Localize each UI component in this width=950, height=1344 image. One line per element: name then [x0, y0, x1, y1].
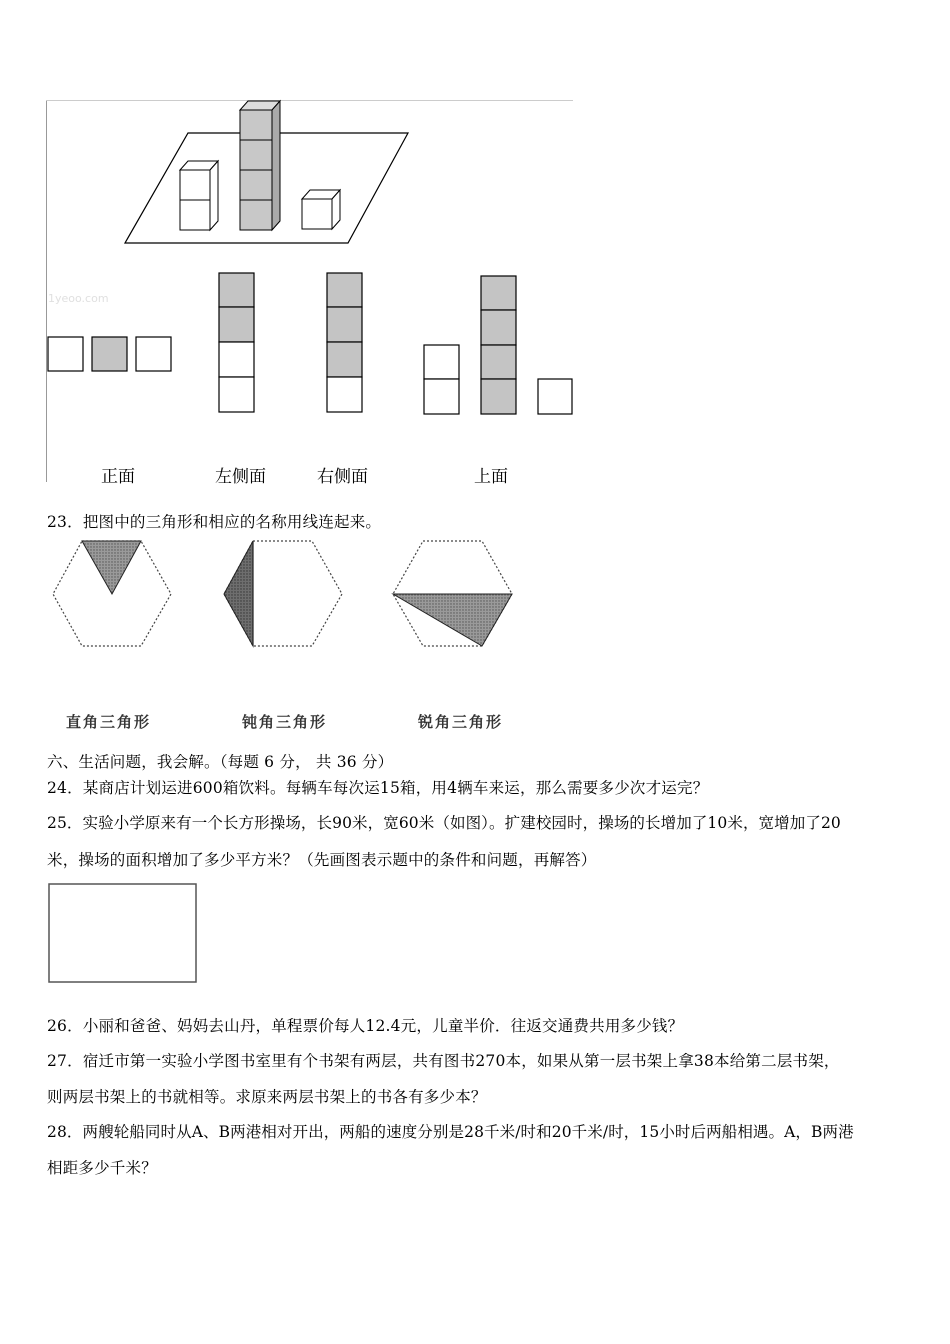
- q28-line1: 28．两艘轮船同时从A、B两港相对开出，两船的速度分别是28千米/时和20千米/时，15小时后两船相遇。A，B两港: [47, 1123, 854, 1141]
- triangle-name-right: 直角三角形: [66, 713, 152, 731]
- q27-line1: 27．宿迁市第一实验小学图书室里有个书架有两层，共有图书270本，如果从第一层书架上拿38本给第二层书架，: [47, 1052, 840, 1070]
- triangle-name-obtuse: 钝角三角形: [242, 713, 328, 731]
- section6-heading: 六、生活问题，我会解。（每题 6 分， 共 36 分）: [47, 753, 394, 771]
- q25-line2: 米，操场的面积增加了多少平方米？（先画图表示题中的条件和问题，再解答）: [47, 851, 597, 869]
- q28-line2: 相距多少千米？: [47, 1159, 157, 1177]
- q26-text: 26．小丽和爸爸、妈妈去山丹，单程票价每人12.4元，儿童半价．往返交通费共用多少钱？: [47, 1017, 684, 1035]
- triangle-name-acute: 锐角三角形: [418, 713, 504, 731]
- right-view-label: 右侧面: [317, 467, 368, 487]
- q24-text: 24．某商店计划运进600箱饮料。每辆车每次运15箱，用4辆车来运，那么需要多少次才运完？: [47, 779, 709, 797]
- left-view-label: 左侧面: [215, 467, 266, 487]
- watermark-text: 1yeoo.com: [48, 292, 109, 305]
- q27-line2: 则两层书架上的书就相等。求原来两层书架上的书各有多少本？: [47, 1088, 487, 1106]
- q23-text: 23．把图中的三角形和相应的名称用线连起来。: [47, 513, 382, 531]
- top-view-label: 上面: [474, 467, 508, 487]
- q25-line1: 25．实验小学原来有一个长方形操场，长90米，宽60米（如图）。扩建校园时，操场的长增加了10米，宽增加了20: [47, 814, 841, 832]
- front-view-label: 正面: [101, 467, 135, 487]
